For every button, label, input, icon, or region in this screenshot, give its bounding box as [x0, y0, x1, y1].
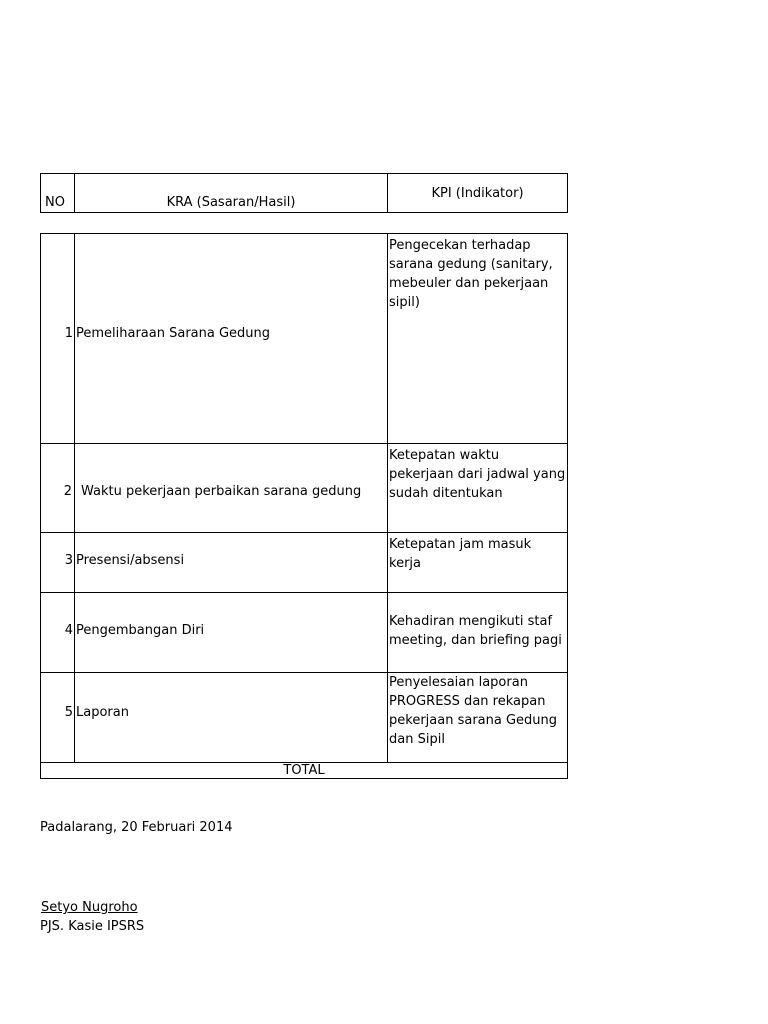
- row-kpi: Ketepatan jam masuk kerja: [389, 537, 532, 571]
- row-no: 3: [64, 553, 73, 568]
- row-no: 2: [63, 484, 72, 499]
- row-kpi-cell: [388, 593, 567, 672]
- row-no-cell: [41, 234, 75, 443]
- table-header: [40, 173, 568, 213]
- header-kpi-cell: [388, 174, 567, 212]
- table-row: [41, 444, 567, 533]
- row-kpi: Kehadiran mengikuti staf meeting, dan briefing pagi: [389, 614, 562, 648]
- row-kpi: Penyelesaian laporan PROGRESS dan rekapan pekerjaan sarana Gedung dan Sipil: [389, 675, 558, 747]
- table-row: [41, 673, 567, 762]
- row-no: 4: [64, 623, 73, 638]
- header-kra-label: KRA (Sasaran/Hasil): [166, 195, 296, 210]
- row-kpi-cell: [388, 444, 567, 532]
- row-kra: Pengembangan Diri: [76, 623, 205, 638]
- header-kra-cell: [75, 174, 388, 212]
- row-no-cell: [41, 533, 75, 592]
- header-no-label: NO: [45, 195, 65, 210]
- row-kra-cell: [75, 673, 388, 762]
- signatory-role: PJS. Kasie IPSRS: [40, 919, 145, 934]
- row-no-cell: [41, 444, 75, 532]
- row-kra-cell: [75, 533, 388, 592]
- row-no: 5: [64, 705, 73, 720]
- row-kpi: Ketepatan waktu pekerjaan dari jadwal yang sudah ditentukan: [389, 448, 566, 501]
- row-kpi: Pengecekan terhadap sarana gedung (sanitary, mebeuler dan pekerjaan sipil): [389, 238, 553, 310]
- total-label: TOTAL: [283, 763, 325, 778]
- header-no-cell: [41, 174, 75, 212]
- table-row: [41, 593, 567, 673]
- row-kra-cell: [75, 234, 388, 443]
- row-no-cell: [41, 593, 75, 672]
- kpi-table: [40, 233, 568, 779]
- row-kra-cell: [75, 593, 388, 672]
- header-kpi-label: KPI (Indikator): [431, 186, 524, 201]
- table-row: [41, 234, 567, 444]
- row-kra: Laporan: [76, 705, 129, 720]
- row-kra: Presensi/absensi: [76, 553, 185, 568]
- row-kpi-cell: [388, 533, 567, 592]
- row-kra-cell: [75, 444, 388, 532]
- row-kra: Pemeliharaan Sarana Gedung: [76, 326, 271, 341]
- row-no-cell: [41, 673, 75, 762]
- signatory-name: Setyo Nugroho: [41, 900, 138, 915]
- row-kra: Waktu pekerjaan perbaikan sarana gedung: [81, 484, 362, 499]
- row-kpi-cell: [388, 673, 567, 762]
- place-date: Padalarang, 20 Februari 2014: [40, 820, 233, 835]
- table-row: [41, 533, 567, 593]
- row-kpi-cell: [388, 234, 567, 443]
- row-no: 1: [64, 326, 73, 341]
- total-row: [41, 762, 567, 779]
